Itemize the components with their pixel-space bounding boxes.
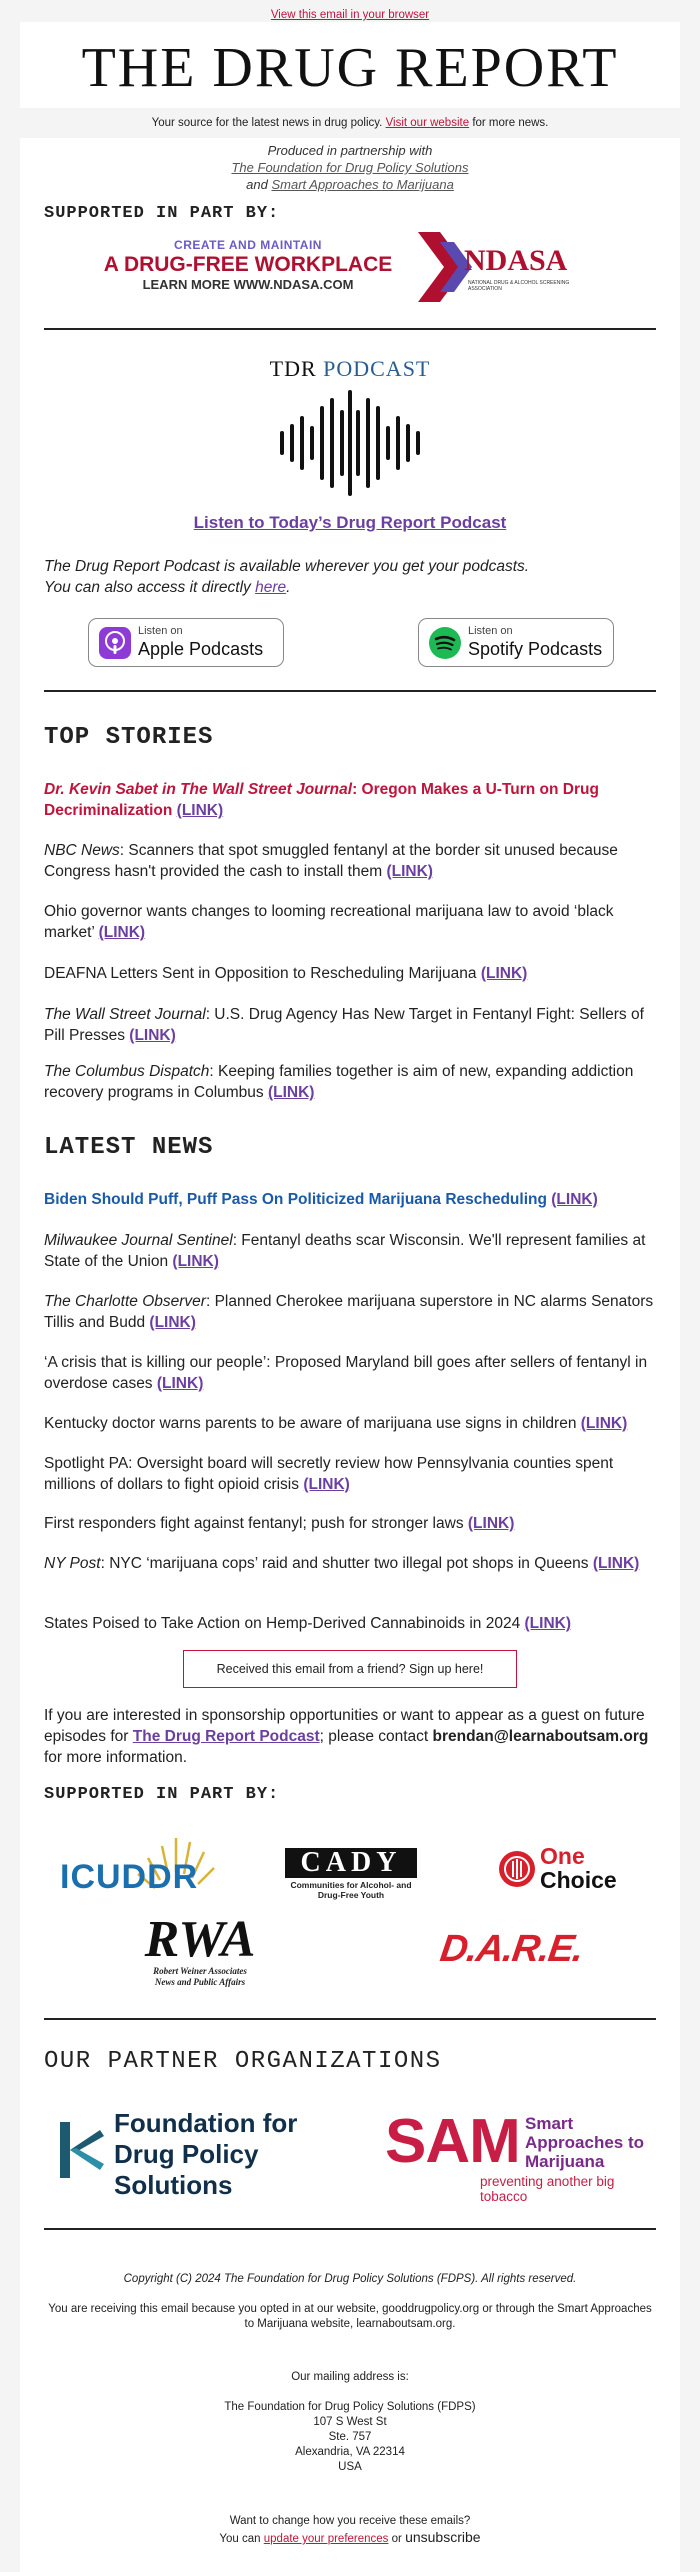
ndasa-ad-line3: LEARN MORE WWW.NDASA.COM [142, 277, 354, 292]
sponsor-email[interactable]: brendan@learnaboutsam.org [432, 1728, 649, 1745]
news-item [44, 1291, 664, 1333]
story-headline: Planned Cherokee marijuana superstore in NC alarms Senators Tillis and Budd [44, 1293, 654, 1331]
addr-line: 107 S West St [313, 2416, 387, 2428]
podcast-here-link[interactable]: here [255, 579, 287, 596]
fdps-partner-logo[interactable] [60, 2106, 320, 2200]
footer-reason: You are receiving this email because you opted in at our website, gooddrugpolicy.org or through the Smart Approaches to Marijuana website, learnaboutsam.org. [48, 2303, 652, 2330]
podcast-desc-line1: The Drug Report Podcast is available wherever you get your podcasts. [44, 558, 530, 575]
story-source: The Wall Street Journal [44, 1006, 206, 1023]
one-choice-text-a: One [540, 1843, 585, 1869]
dare-logo[interactable]: D.A.R.E. [437, 1928, 586, 1970]
spotify-small-text: Listen on [468, 625, 513, 637]
story-headline: Keeping families together is aim of new, expanding addiction recovery programs in Columbus [44, 1063, 634, 1101]
ndasa-ad-line1: CREATE AND MAINTAIN [174, 238, 322, 252]
unsubscribe-link[interactable]: unsubscribe [405, 2529, 481, 2545]
cady-sub: Communities for Alcohol- and Drug-Free Youth [290, 1880, 412, 1900]
story-link[interactable]: (LINK) [303, 1476, 350, 1493]
icuddr-logo[interactable] [60, 1828, 220, 1908]
ndasa-logo [418, 232, 608, 302]
top-story-item [44, 840, 664, 882]
news-item [44, 1453, 664, 1495]
rwa-sub1: Robert Weiner Associates [153, 1966, 247, 1976]
top-story-item [44, 1061, 664, 1103]
story-source: NY Post [44, 1555, 101, 1572]
fdps-link[interactable]: The Foundation for Drug Policy Solutions [231, 160, 469, 175]
story-headline: DEAFNA Letters Sent in Opposition to Rescheduling Marijuana [44, 965, 477, 982]
addr-line: The Foundation for Drug Policy Solutions (FDPS) [224, 2401, 476, 2413]
partners-heading: OUR PARTNER ORGANIZATIONS [44, 2048, 442, 2075]
rwa-logo[interactable] [125, 1911, 275, 1994]
apple-podcasts-icon [99, 627, 131, 659]
story-link[interactable]: (LINK) [156, 1375, 204, 1392]
top-story-item [44, 901, 664, 943]
mailing-address [44, 2400, 656, 2475]
story-sep: : [119, 842, 125, 859]
story-headline: Fentanyl deaths scar Wisconsin. We'll represent families at State of the Union [44, 1232, 646, 1270]
latest-news-heading: LATEST NEWS [44, 1134, 214, 1161]
story-headline: Kentucky doctor warns parents to be aware of marijuana use signs in children [44, 1415, 577, 1432]
preheader [20, 5, 680, 21]
sponsorship-text [44, 1705, 664, 1768]
partnership-and: and [246, 177, 268, 192]
story-link[interactable]: (LINK) [267, 1084, 315, 1101]
top-story-item [44, 963, 664, 984]
story-link[interactable]: (LINK) [386, 863, 433, 880]
apple-small-text: Listen on [138, 625, 183, 637]
news-item [44, 1513, 664, 1534]
story-headline: States Poised to Take Action on Hemp-Derived Cannabinoids in 2024 [44, 1615, 521, 1632]
sam-logo-text: SAM [385, 2107, 520, 2176]
cady-text: CADY [285, 1848, 417, 1878]
story-source: The Columbus Dispatch [44, 1063, 210, 1080]
sponsor-text2: ; please contact [319, 1728, 429, 1745]
sponsor-text1: If you are interested in sponsorship opportunities or want to appear as a guest on future episodes for [44, 1707, 645, 1745]
podcast-logo-tdr: TDR [269, 356, 317, 381]
sam-link[interactable]: Smart Approaches to Marijuana [271, 177, 454, 192]
podcast-description: The Drug Report Podcast is available wherever you get your podcasts. You can also access it directly here. [44, 556, 664, 598]
story-headline: Biden Should Puff, Puff Pass On Politicized Marijuana Rescheduling [44, 1191, 547, 1208]
story-source: Dr. Kevin Sabet in The Wall Street Journal [44, 781, 353, 798]
story-headline: U.S. Drug Agency Has New Target in Fentanyl Fight: Sellers of Pill Presses [44, 1006, 644, 1044]
footer-can: You can [219, 2533, 261, 2545]
fdps-line2: Drug Policy [114, 2139, 259, 2169]
sam-partner-logo[interactable] [385, 2107, 655, 2204]
cady-logo[interactable] [285, 1847, 417, 1900]
listen-podcast-link[interactable]: Listen to Today’s Drug Report Podcast [193, 513, 507, 532]
partnership [20, 142, 680, 193]
masthead-title: THE DRUG REPORT [81, 37, 619, 99]
rwa-text: RWA [144, 1911, 256, 1968]
spotify-icon [429, 627, 461, 659]
footer-or: or [391, 2533, 402, 2545]
story-sep: : [100, 1555, 105, 1572]
news-item [44, 1189, 664, 1210]
mailing-label: Our mailing address is: [291, 2371, 409, 2383]
supported-heading-bottom: SUPPORTED IN PART BY: [44, 1785, 280, 1804]
sam-tagline: preventing another big tobacco [480, 2174, 615, 2204]
one-choice-icon [498, 1850, 536, 1888]
story-sep: : [232, 1232, 237, 1249]
one-choice-logo[interactable] [498, 1844, 638, 1894]
story-headline: ‘A crisis that is killing our people’: Proposed Maryland bill goes after sellers of fentanyl in overdose cases [44, 1354, 648, 1392]
podcast-logo [20, 356, 680, 382]
top-story-item [44, 779, 664, 821]
sam-line1: Smart [525, 2114, 574, 2133]
fdps-line3: Solutions [114, 2170, 233, 2200]
email-container [20, 0, 680, 2572]
apple-big-text: Apple Podcasts [138, 639, 264, 659]
masthead [20, 22, 680, 108]
spotify-podcasts-button[interactable] [418, 618, 614, 667]
story-sep: : [352, 781, 358, 798]
ndasa-logo-text: NDASA [464, 244, 568, 277]
ndasa-ad-line2: A DRUG-FREE WORKPLACE [103, 253, 393, 276]
story-source: Milwaukee Journal Sentinel [44, 1232, 233, 1249]
tagline-text: Your source for the latest news in drug policy. [151, 117, 383, 129]
divider [44, 2018, 656, 2020]
story-headline: Oregon Makes a U-Turn on Drug Decriminalization [44, 781, 599, 819]
sponsor-podcast-link[interactable]: The Drug Report Podcast [132, 1728, 320, 1745]
podcast-desc-line2: You can also access it directly [44, 579, 251, 596]
footer-prefs-row [44, 2530, 656, 2547]
podcast-logo-podcast: PODCAST [323, 356, 431, 381]
spotify-big-text: Spotify Podcasts [468, 639, 603, 659]
story-link[interactable]: (LINK) [551, 1191, 598, 1208]
podcast-listen-row [20, 513, 680, 533]
story-link[interactable]: (LINK) [480, 965, 528, 982]
tagline [20, 108, 680, 138]
signup-button[interactable]: Received this email from a friend? Sign up here! [183, 1650, 517, 1688]
addr-line: Alexandria, VA 22314 [295, 2446, 405, 2458]
fdps-line1: Foundation for [114, 2108, 298, 2138]
story-link[interactable]: (LINK) [524, 1615, 572, 1632]
news-item [44, 1352, 664, 1394]
top-story-item [44, 1004, 664, 1046]
story-link[interactable]: (LINK) [467, 1515, 515, 1532]
sam-line2: Approaches to [525, 2133, 645, 2152]
icuddr-text: ICUDDR [60, 1858, 199, 1896]
news-item [44, 1553, 664, 1574]
story-sep: : [209, 1063, 214, 1080]
update-preferences-link[interactable]: update your preferences [263, 2533, 389, 2545]
fdps-mark-icon [60, 2122, 104, 2178]
story-link[interactable]: (LINK) [592, 1555, 640, 1572]
story-link[interactable]: (LINK) [172, 1253, 219, 1270]
story-link[interactable]: (LINK) [149, 1314, 196, 1331]
story-link[interactable]: (LINK) [176, 802, 224, 819]
story-headline: NYC ‘marijuana cops’ raid and shutter two illegal pot shops in Queens [104, 1555, 589, 1572]
story-headline: Ohio governor wants changes to looming recreational marijuana law to avoid ‘black market’ [44, 903, 614, 941]
story-headline: First responders fight against fentanyl; push for stronger laws [44, 1515, 464, 1532]
story-sep: : [205, 1293, 211, 1310]
ndasa-ad-banner[interactable] [88, 232, 608, 302]
footer-change: Want to change how you receive these emails? [229, 2515, 471, 2527]
main-body [20, 138, 680, 2572]
divider [44, 328, 656, 330]
story-source: The Charlotte Observer [44, 1293, 206, 1310]
story-source: NBC News [44, 842, 120, 859]
news-item [44, 1613, 664, 1634]
story-sep: : [205, 1006, 210, 1023]
copyright: Copyright (C) 2024 The Foundation for Drug Policy Solutions (FDPS). All rights reserved. [123, 2273, 577, 2285]
news-item [44, 1413, 664, 1434]
supported-heading-top: SUPPORTED IN PART BY: [44, 204, 280, 223]
addr-line: USA [338, 2461, 362, 2473]
soundwave-icon [270, 388, 430, 498]
story-headline: Scanners that spot smuggled fentanyl at the border sit unused because Congress hasn't provided the cash to install them [44, 842, 618, 880]
sponsor-text3: for more information. [44, 1749, 187, 1766]
divider [44, 690, 656, 692]
story-link[interactable]: (LINK) [98, 924, 146, 941]
visit-website-link[interactable]: Visit our website [385, 117, 470, 129]
divider [44, 2228, 656, 2230]
story-link[interactable]: (LINK) [580, 1415, 628, 1432]
partnership-line: Produced in partnership with [267, 143, 433, 158]
story-headline: Spotlight PA: Oversight board will secretly review how Pennsylvania counties spent millions of dollars to fight opioid crisis [44, 1455, 614, 1493]
news-item [44, 1230, 664, 1272]
top-stories-heading: TOP STORIES [44, 724, 214, 751]
sam-line3: Marijuana [525, 2152, 605, 2171]
story-link[interactable]: (LINK) [129, 1027, 176, 1044]
view-in-browser-link[interactable]: View this email in your browser [270, 9, 430, 21]
tagline-suffix: for more news. [472, 117, 549, 129]
addr-line: Ste. 757 [328, 2431, 372, 2443]
one-choice-text-b: Choice [540, 1867, 617, 1893]
apple-podcasts-button[interactable] [88, 618, 284, 667]
rwa-sub2: News and Public Affairs [154, 1977, 246, 1987]
ndasa-logo-sub: NATIONAL DRUG & ALCOHOL SCREENING ASSOCIATION [468, 280, 570, 292]
